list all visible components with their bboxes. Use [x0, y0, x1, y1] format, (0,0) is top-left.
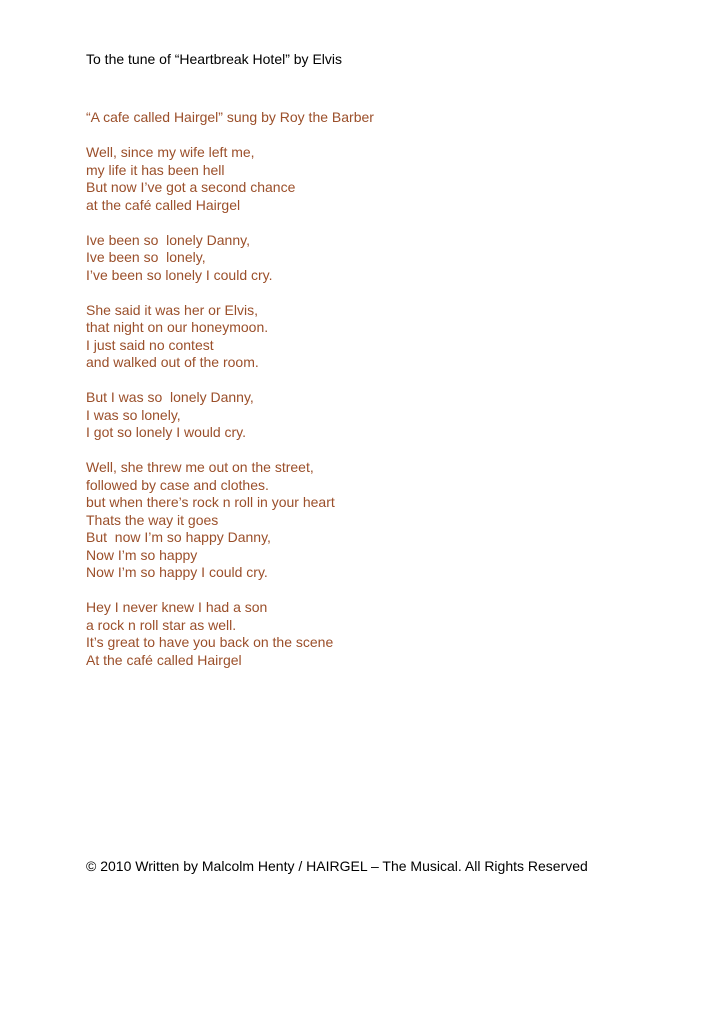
stanza-gap	[86, 582, 374, 600]
lyric-line: followed by case and clothes.	[86, 476, 269, 493]
stanza-2	[86, 232, 374, 285]
lyric-line: I got so lonely I would cry.	[86, 424, 247, 440]
lyric-line: Ive been so lonely Danny,	[86, 231, 250, 248]
lyric-line: Well, since my wife left me,	[86, 144, 255, 160]
stanza-gap	[86, 372, 374, 390]
stanza-gap	[86, 284, 374, 302]
lyric-line: But now I’ve got a second chance	[86, 179, 296, 195]
lyric-line: but when there’s rock n roll in your heart	[86, 494, 335, 510]
lyric-line: a rock n roll star as well.	[86, 616, 237, 633]
stanza-4	[86, 389, 374, 442]
lyric-line: Thats the way it goes	[86, 511, 219, 528]
lyric-line: and walked out of the room.	[86, 354, 259, 370]
lyric-line: my life it has been hell	[86, 161, 225, 178]
stanza-gap	[86, 214, 374, 232]
lyric-line: Now I’m so happy I could cry.	[86, 564, 268, 580]
song-title: “A cafe called Hairgel” sung by Roy the Barber	[86, 109, 374, 125]
lyric-line: She said it was her or Elvis,	[86, 301, 258, 318]
stanza-gap	[86, 127, 374, 145]
lyric-line: Hey I never knew I had a son	[86, 599, 268, 615]
lyric-line: at the café called Hairgel	[86, 196, 241, 213]
lyric-line: Ive been so lonely,	[86, 249, 206, 265]
stanza-1	[86, 144, 374, 214]
lyric-line: It’s great to have you back on the scene	[86, 634, 334, 650]
tune-heading: To the tune of “Heartbreak Hotel” by Elvis	[86, 51, 343, 67]
lyric-line: But now I’m so happy Danny,	[86, 529, 271, 545]
lyric-line: I’ve been so lonely I could cry.	[86, 266, 273, 283]
stanza-gap	[86, 442, 374, 460]
lyric-line: Now I’m so happy	[86, 546, 198, 563]
stanza-3	[86, 302, 374, 372]
lyric-line: I just said no contest	[86, 336, 214, 353]
stanza-6	[86, 599, 374, 669]
lyric-line: I was so lonely,	[86, 406, 181, 423]
lyric-line: At the café called Hairgel	[86, 651, 242, 668]
stanza-5	[86, 459, 374, 582]
lyric-line: But I was so lonely Danny,	[86, 389, 254, 405]
lyrics-block	[86, 109, 374, 669]
copyright-footer: © 2010 Written by Malcolm Henty / HAIRGEL – The Musical. All Rights Reserved	[86, 858, 588, 874]
lyric-line: that night on our honeymoon.	[86, 319, 269, 335]
lyric-line: Well, she threw me out on the street,	[86, 459, 314, 475]
